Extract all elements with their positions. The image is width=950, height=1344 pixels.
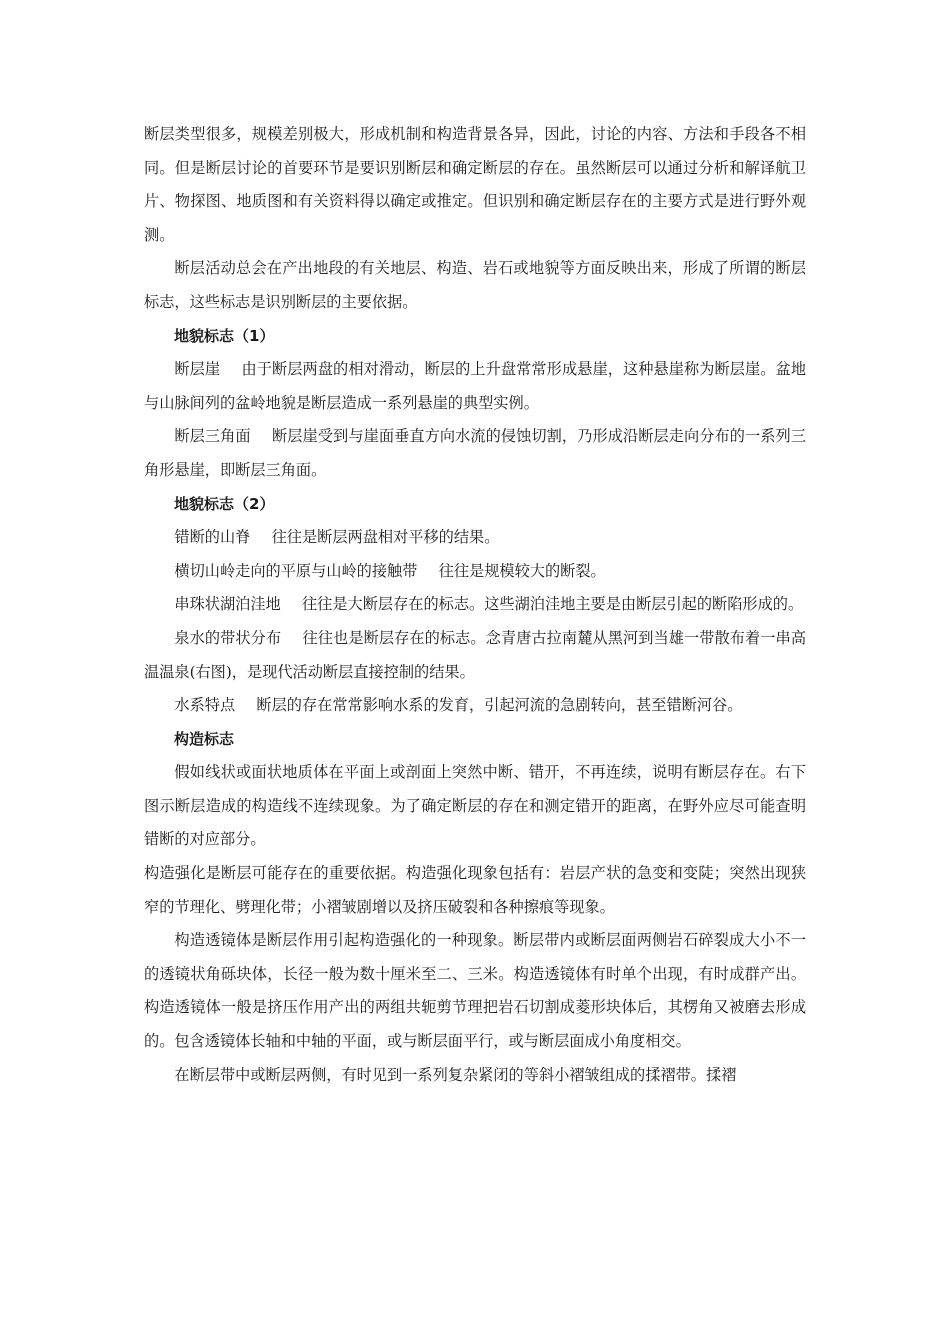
term-description: 往往是大断层存在的标志。这些湖泊洼地主要是由断层引起的断陷形成的。 (301, 595, 804, 614)
body-paragraph: 构造透镜体是断层作用引起构造强化的一种现象。断层带内或断层面两侧岩石碎裂成大小不一的透镜状角砾块体，长径一般为数十厘米至二、三米。构造透镜体有时单个出现，有时成群产出。构造透镜体一般是挤压作用产出的两组共轭剪节理把岩石切割成菱形块体后，其楞角又被磨去形成的。包含透镜体长轴和中轴的平面，或与断层面平行，或与断层面成小角度相交。 (144, 931, 806, 1051)
term-label: 断层三角面 (174, 427, 251, 446)
term-label: 水系特点 (174, 696, 236, 715)
term-label: 串珠状湖泊洼地 (174, 595, 281, 614)
body-paragraph: 断层活动总会在产出地段的有关地层、构造、岩石或地貌等方面反映出来，形成了所谓的断层标志，这些标志是识别断层的主要依据。 (144, 259, 806, 311)
document-page (144, 118, 806, 1092)
body-paragraph: 构造强化是断层可能存在的重要依据。构造强化现象包括有：岩层产状的急变和变陡；突然出现狭窄的节理化、劈理化带；小褶皱剧增以及挤压破裂和各种擦痕等现象。 (144, 864, 806, 916)
term-description: 往往是断层两盘相对平移的结果。 (271, 528, 500, 547)
term-description: 由于断层两盘的相对滑动，断层的上升盘常常形成悬崖，这种悬崖称为断层崖。盆地与山脉间列的盆岭地貌是断层造成一系列悬崖的典型实例。 (144, 360, 807, 412)
term-description: 断层的存在常常影响水系的发育，引起河流的急剧转向，甚至错断河谷。 (256, 696, 743, 715)
section-heading: 地貌标志（1） (174, 326, 275, 345)
term-paragraph (144, 622, 806, 689)
term-description: 往往也是断层存在的标志。念青唐古拉南麓从黑河到当雄一带散布着一串高温温泉(右图)，是现代活动断层直接控制的结果。 (144, 628, 807, 681)
term-paragraph (144, 353, 806, 420)
term-label: 横切山岭走向的平原与山岭的接触带 (174, 561, 418, 580)
term-paragraph (144, 521, 806, 555)
body-paragraph: 在断层带中或断层两侧，有时见到一系列复杂紧闭的等斜小褶皱组成的揉褶带。揉褶 (174, 1065, 737, 1084)
section-heading: 构造标志 (174, 729, 235, 748)
term-label: 断层崖 (174, 360, 221, 379)
term-description: 往往是规模较大的断裂。 (438, 561, 606, 580)
term-label: 泉水的带状分布 (174, 628, 282, 647)
term-description: 断层崖受到与崖面垂直方向水流的侵蚀切割，乃形成沿断层走向分布的一系列三角形悬崖，即断层三角面。 (144, 427, 807, 479)
term-paragraph (144, 689, 806, 723)
body-paragraph: 断层类型很多，规模差别极大，形成机制和构造背景各异，因此，讨论的内容、方法和手段各不相同。但是断层讨论的首要环节是要识别断层和确定断层的存在。虽然断层可以通过分析和解译航卫片、物探图、地质图和有关资料得以确定或推定。但识别和确定断层存在的主要方式是进行野外观测。 (144, 125, 806, 244)
term-paragraph (144, 588, 806, 622)
body-paragraph: 假如线状或面状地质体在平面上或剖面上突然中断、错开，不再连续，说明有断层存在。右下图示断层造成的构造线不连续现象。为了确定断层的存在和测定错开的距离，在野外应尽可能查明错断的对应部分。 (144, 763, 806, 849)
term-label: 错断的山脊 (174, 528, 251, 547)
term-paragraph (144, 420, 806, 487)
term-paragraph (144, 555, 806, 589)
section-heading: 地貌标志（2） (174, 494, 275, 513)
